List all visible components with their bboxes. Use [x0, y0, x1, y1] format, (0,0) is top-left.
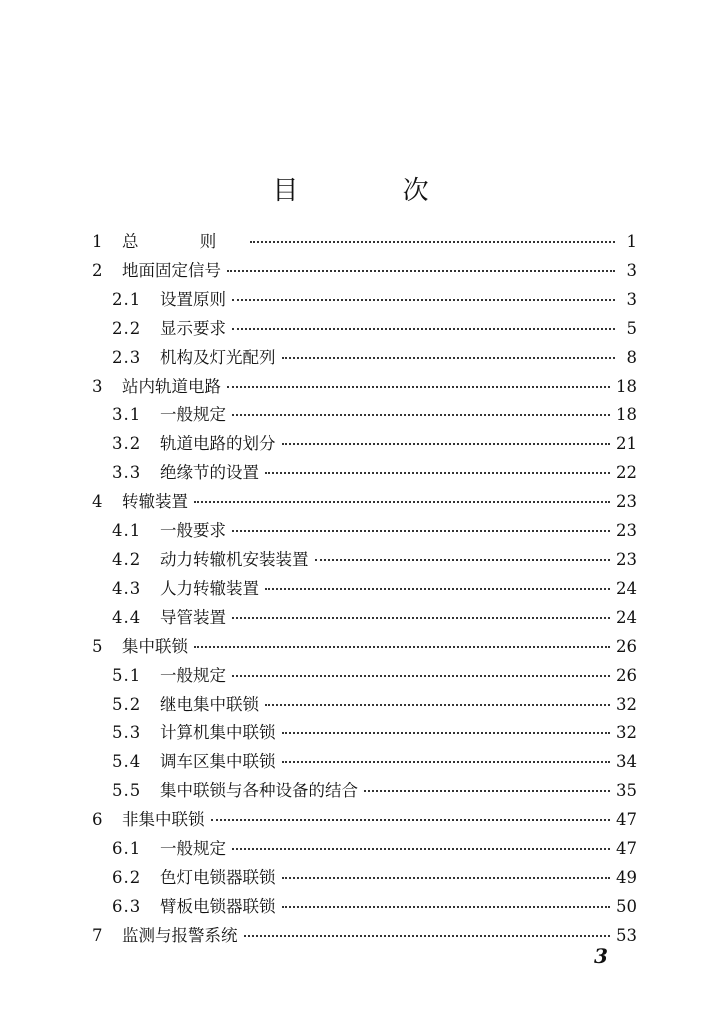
toc-leader-dots — [315, 558, 611, 561]
toc-leader-dots — [282, 760, 611, 763]
toc-entry — [92, 315, 637, 344]
toc-entry-number: 4.2 — [112, 549, 142, 569]
toc-entry-title: 监测与报警系统 — [122, 925, 238, 945]
toc-entry — [92, 893, 637, 922]
toc-leader-dots — [211, 818, 611, 821]
toc-leader-dots — [232, 616, 610, 619]
toc-entry-number: 5 — [92, 636, 103, 656]
toc-entry — [92, 864, 637, 893]
toc-leader-dots — [227, 269, 615, 272]
toc-entry-number: 2 — [92, 260, 103, 280]
toc-entry-number: 6 — [92, 810, 103, 830]
toc-entry — [92, 691, 637, 720]
toc-entry-title: 设置原则 — [160, 289, 226, 309]
toc-leader-dots — [282, 905, 611, 908]
toc-leader-dots — [282, 356, 616, 359]
toc-entry-page: 26 — [616, 636, 637, 656]
toc-entry-number: 5.3 — [112, 723, 142, 743]
toc-entry-title: 调车区集中联锁 — [160, 752, 276, 772]
toc-entry-page: 47 — [616, 839, 637, 859]
toc-entry — [92, 835, 637, 864]
toc-leader-dots — [232, 674, 610, 677]
toc-entry-page: 24 — [616, 607, 637, 627]
toc-entry-title: 地面固定信号 — [122, 260, 221, 280]
toc-entry-title: 显示要求 — [160, 318, 226, 338]
toc-entry-page: 32 — [616, 694, 637, 714]
toc-entry-number: 5.4 — [112, 752, 142, 772]
toc-entry-title: 人力转辙装置 — [160, 578, 259, 598]
toc-entry — [92, 401, 637, 430]
toc-entry-title: 绝缘节的设置 — [160, 463, 259, 483]
toc-entry — [92, 373, 637, 402]
toc-entry-title: 一般要求 — [160, 521, 226, 541]
toc-entry — [92, 662, 637, 691]
toc-entry-page: 8 — [626, 347, 637, 367]
toc-entry-page: 18 — [616, 376, 637, 396]
page-number: 3 — [594, 944, 608, 968]
toc-entry — [92, 517, 637, 546]
toc-entry-number: 2.2 — [112, 318, 142, 338]
toc-entry-page: 22 — [616, 463, 637, 483]
toc-entry-title: 一般规定 — [160, 839, 226, 859]
toc-leader-dots — [194, 500, 610, 503]
toc-entry-title: 集中联锁与各种设备的结合 — [160, 781, 358, 801]
toc-entry-number: 5.1 — [112, 665, 142, 685]
toc-leader-dots — [244, 934, 611, 937]
toc-entry-page: 24 — [616, 578, 637, 598]
toc-entry-page: 50 — [616, 896, 637, 916]
toc-entry — [92, 459, 637, 488]
toc-entry — [92, 430, 637, 459]
toc-entry-title: 动力转辙机安装装置 — [160, 549, 309, 569]
toc-entry-page: 32 — [616, 723, 637, 743]
toc-entry-number: 2.1 — [112, 289, 142, 309]
toc-entry-page: 34 — [616, 752, 637, 772]
toc-entry — [92, 546, 637, 575]
toc-entry-number: 6.1 — [112, 839, 142, 859]
toc-entry-page: 3 — [626, 289, 637, 309]
toc-entry-title: 机构及灯光配列 — [160, 347, 276, 367]
toc-leader-dots — [250, 240, 615, 243]
toc-entry-page: 5 — [626, 318, 637, 338]
toc-entry-title: 站内轨道电路 — [122, 376, 221, 396]
toc-entry — [92, 488, 637, 517]
toc-leader-dots — [232, 847, 610, 850]
toc-entry — [92, 777, 637, 806]
toc-entry-page: 26 — [616, 665, 637, 685]
toc-leader-dots — [265, 471, 610, 474]
toc-entry-title: 非集中联锁 — [122, 810, 205, 830]
toc-entry — [92, 633, 637, 662]
toc-entry-page: 1 — [626, 232, 637, 251]
toc-leader-dots — [232, 413, 610, 416]
toc-entry-number: 2.3 — [112, 347, 142, 367]
toc-leader-dots — [282, 876, 611, 879]
toc-leader-dots — [232, 327, 615, 330]
toc-leader-dots — [282, 442, 611, 445]
toc-entry-number: 6.3 — [112, 896, 142, 916]
toc-entry-page: 23 — [616, 492, 637, 512]
toc-entry-page: 53 — [616, 925, 637, 945]
toc-entry-number: 4.4 — [112, 607, 142, 627]
toc-entry-number: 3.1 — [112, 405, 142, 425]
toc-leader-dots — [265, 703, 610, 706]
toc-entry — [92, 286, 637, 315]
toc-entry-page: 18 — [616, 405, 637, 425]
toc-entry-title: 计算机集中联锁 — [160, 723, 276, 743]
toc-entry — [92, 344, 637, 373]
toc-leader-dots — [282, 731, 611, 734]
toc-entry-page: 3 — [626, 260, 637, 280]
toc-entry-page: 35 — [616, 781, 637, 801]
toc-entry-number: 3.3 — [112, 463, 142, 483]
toc-entry-title: 臂板电锁器联锁 — [160, 896, 276, 916]
toc-entry-title: 一般规定 — [160, 665, 226, 685]
toc-entry — [92, 228, 637, 257]
toc-entry-title: 总 则 — [122, 232, 245, 251]
toc-leader-dots — [227, 385, 610, 388]
toc-entry-number: 6.2 — [112, 867, 142, 887]
toc-entry-number: 5.5 — [112, 781, 142, 801]
toc-entry-title: 一般规定 — [160, 405, 226, 425]
toc-entry-title: 导管装置 — [160, 607, 226, 627]
toc-entry — [92, 719, 637, 748]
toc-entry-number: 1 — [92, 232, 103, 251]
toc-entry — [92, 257, 637, 286]
toc-entry-title: 转辙装置 — [122, 492, 188, 512]
toc-entry-page: 21 — [616, 434, 637, 454]
toc-entry-number: 4.1 — [112, 521, 142, 541]
toc-entry-title: 继电集中联锁 — [160, 694, 259, 714]
toc-entry-title: 色灯电锁器联锁 — [160, 867, 276, 887]
toc-entry-number: 4 — [92, 492, 103, 512]
toc-entry-number: 3.2 — [112, 434, 142, 454]
toc-entry — [92, 748, 637, 777]
toc-entry-number: 4.3 — [112, 578, 142, 598]
toc-entry-number: 3 — [92, 376, 103, 396]
toc-entry-page: 49 — [616, 867, 637, 887]
toc-entry — [92, 604, 637, 633]
toc-entry-number: 7 — [92, 925, 103, 945]
toc-entry-title: 轨道电路的划分 — [160, 434, 276, 454]
page-title: 目 次 — [272, 176, 477, 206]
toc-entry-page: 23 — [616, 521, 637, 541]
toc-entry — [92, 806, 637, 835]
toc-entry-page: 23 — [616, 549, 637, 569]
toc-entry — [92, 922, 637, 951]
table-of-contents — [92, 228, 637, 951]
toc-entry — [92, 575, 637, 604]
toc-entry-number: 5.2 — [112, 694, 142, 714]
toc-leader-dots — [232, 529, 610, 532]
toc-entry-title: 集中联锁 — [122, 636, 188, 656]
toc-leader-dots — [232, 298, 615, 301]
toc-entry-page: 47 — [616, 810, 637, 830]
toc-leader-dots — [364, 789, 610, 792]
toc-leader-dots — [265, 587, 610, 590]
toc-leader-dots — [194, 645, 610, 648]
